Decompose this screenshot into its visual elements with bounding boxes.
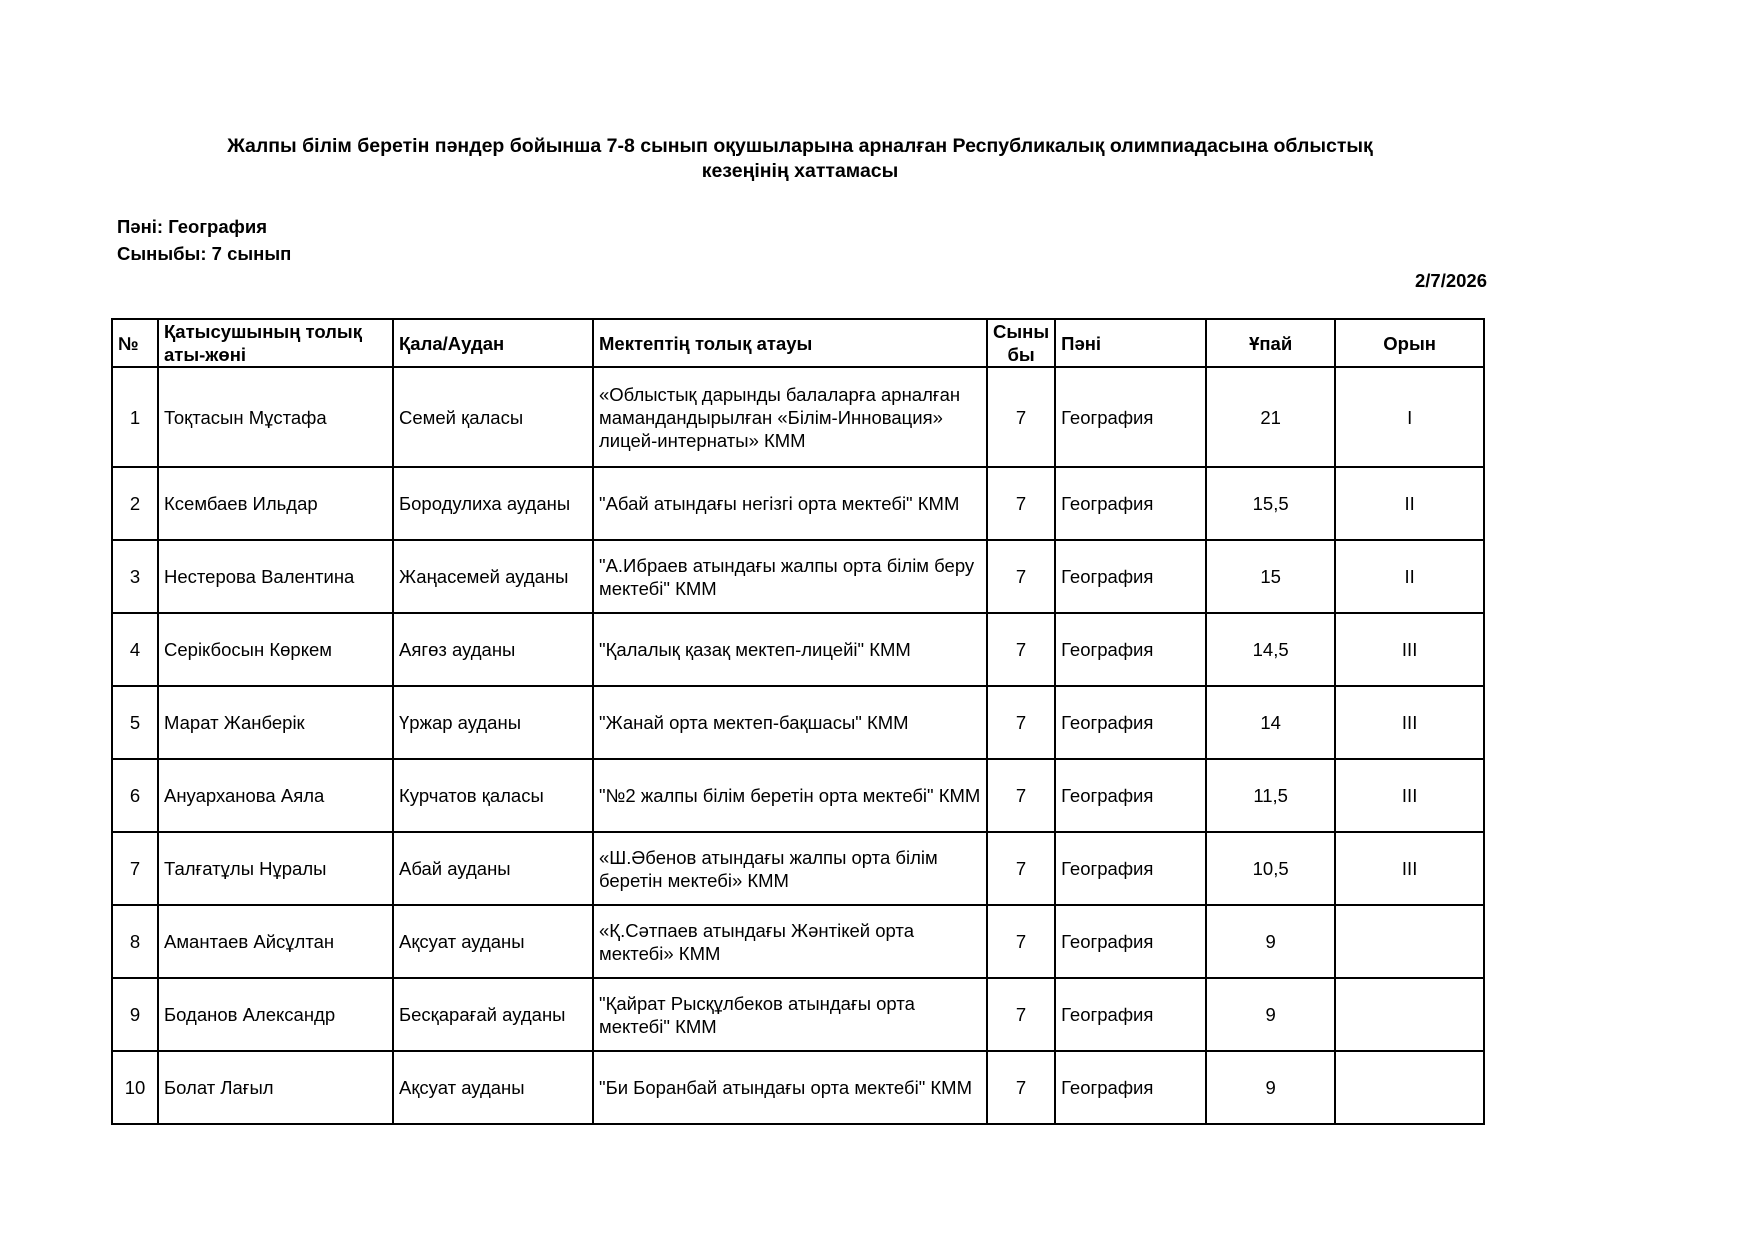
header-no: № bbox=[112, 319, 158, 367]
grade-cell: 7 bbox=[987, 367, 1055, 467]
grade-cell: 7 bbox=[987, 1051, 1055, 1124]
score-cell: 9 bbox=[1206, 905, 1335, 978]
place-cell: III bbox=[1335, 686, 1484, 759]
participant-name-cell: Марат Жанберік bbox=[158, 686, 393, 759]
grade-cell: 7 bbox=[987, 467, 1055, 540]
score-cell: 10,5 bbox=[1206, 832, 1335, 905]
subject-cell: География bbox=[1055, 832, 1206, 905]
city-district-cell: Ақсуат ауданы bbox=[393, 1051, 593, 1124]
header-score: Ұпай bbox=[1206, 319, 1335, 367]
row-number-cell: 4 bbox=[112, 613, 158, 686]
header-place: Орын bbox=[1335, 319, 1484, 367]
header-name: Қатысушының толық аты-жөні bbox=[158, 319, 393, 367]
city-district-cell: Аягөз ауданы bbox=[393, 613, 593, 686]
place-cell bbox=[1335, 1051, 1484, 1124]
row-number-cell: 1 bbox=[112, 367, 158, 467]
participant-name-cell: Амантаев Айсұлтан bbox=[158, 905, 393, 978]
row-number-cell: 9 bbox=[112, 978, 158, 1051]
header-grade: Сыны бы bbox=[987, 319, 1055, 367]
table-row bbox=[112, 467, 1484, 540]
table-row bbox=[112, 978, 1484, 1051]
grade-cell: 7 bbox=[987, 540, 1055, 613]
subject-cell: География bbox=[1055, 1051, 1206, 1124]
subject-cell: География bbox=[1055, 367, 1206, 467]
score-cell: 9 bbox=[1206, 978, 1335, 1051]
subject-cell: География bbox=[1055, 467, 1206, 540]
header-city: Қала/Аудан bbox=[393, 319, 593, 367]
row-number-cell: 7 bbox=[112, 832, 158, 905]
table-row bbox=[112, 759, 1484, 832]
school-name-cell: "Қайрат Рысқұлбеков атындағы орта мектебі" КММ bbox=[593, 978, 987, 1051]
city-district-cell: Абай ауданы bbox=[393, 832, 593, 905]
score-cell: 9 bbox=[1206, 1051, 1335, 1124]
participant-name-cell: Тоқтасын Мұстафа bbox=[158, 367, 393, 467]
school-name-cell: "Жанай орта мектеп-бақшасы" КММ bbox=[593, 686, 987, 759]
grade-cell: 7 bbox=[987, 686, 1055, 759]
row-number-cell: 8 bbox=[112, 905, 158, 978]
header-school: Мектептің толық атауы bbox=[593, 319, 987, 367]
score-cell: 21 bbox=[1206, 367, 1335, 467]
school-name-cell: "А.Ибраев атындағы жалпы орта білім беру мектебі" КММ bbox=[593, 540, 987, 613]
school-name-cell: «Қ.Сәтпаев атындағы Жәнтікей орта мектебі» КММ bbox=[593, 905, 987, 978]
row-number-cell: 6 bbox=[112, 759, 158, 832]
row-number-cell: 10 bbox=[112, 1051, 158, 1124]
header-subject: Пәні bbox=[1055, 319, 1206, 367]
document-title bbox=[100, 134, 1500, 184]
participant-name-cell: Серікбосын Көркем bbox=[158, 613, 393, 686]
subject-cell: География bbox=[1055, 686, 1206, 759]
table-row bbox=[112, 540, 1484, 613]
school-name-cell: «Ш.Әбенов атындағы жалпы орта білім беретін мектебі» КММ bbox=[593, 832, 987, 905]
score-cell: 15,5 bbox=[1206, 467, 1335, 540]
table-row bbox=[112, 832, 1484, 905]
city-district-cell: Бесқарағай ауданы bbox=[393, 978, 593, 1051]
place-cell: II bbox=[1335, 540, 1484, 613]
place-cell: III bbox=[1335, 759, 1484, 832]
table-row bbox=[112, 686, 1484, 759]
row-number-cell: 3 bbox=[112, 540, 158, 613]
participant-name-cell: Болат Лағыл bbox=[158, 1051, 393, 1124]
title-line-1: Жалпы білім беретін пәндер бойынша 7-8 сынып оқушыларына арналған Республикалық олимпиадасына облыстық bbox=[227, 135, 1373, 157]
subject-cell: География bbox=[1055, 613, 1206, 686]
place-cell: II bbox=[1335, 467, 1484, 540]
city-district-cell: Үржар ауданы bbox=[393, 686, 593, 759]
city-district-cell: Бородулиха ауданы bbox=[393, 467, 593, 540]
table-row bbox=[112, 613, 1484, 686]
title-line-2: кезеңінің хаттамасы bbox=[701, 160, 899, 182]
grade-cell: 7 bbox=[987, 613, 1055, 686]
table-header-row bbox=[112, 319, 1484, 367]
participant-name-cell: Боданов Александр bbox=[158, 978, 393, 1051]
score-cell: 14 bbox=[1206, 686, 1335, 759]
results-table bbox=[111, 318, 1485, 1125]
participant-name-cell: Ксембаев Ильдар bbox=[158, 467, 393, 540]
row-number-cell: 2 bbox=[112, 467, 158, 540]
table-row bbox=[112, 1051, 1484, 1124]
school-name-cell: «Облыстық дарынды балаларға арналған мамандандырылған «Білім-Инновация» лицей-интернаты» КММ bbox=[593, 367, 987, 467]
place-cell: I bbox=[1335, 367, 1484, 467]
table-row bbox=[112, 905, 1484, 978]
grade-cell: 7 bbox=[987, 832, 1055, 905]
school-name-cell: "Би Боранбай атындағы орта мектебі" КММ bbox=[593, 1051, 987, 1124]
score-cell: 11,5 bbox=[1206, 759, 1335, 832]
grade-cell: 7 bbox=[987, 905, 1055, 978]
table-row bbox=[112, 367, 1484, 467]
city-district-cell: Ақсуат ауданы bbox=[393, 905, 593, 978]
place-cell bbox=[1335, 978, 1484, 1051]
row-number-cell: 5 bbox=[112, 686, 158, 759]
participant-name-cell: Талғатұлы Нұралы bbox=[158, 832, 393, 905]
score-cell: 14,5 bbox=[1206, 613, 1335, 686]
school-name-cell: "№2 жалпы білім беретін орта мектебі" КММ bbox=[593, 759, 987, 832]
subject-cell: География bbox=[1055, 759, 1206, 832]
document-date: 2/7/2026 bbox=[1414, 270, 1487, 291]
subject-cell: География bbox=[1055, 540, 1206, 613]
participant-name-cell: Нестерова Валентина bbox=[158, 540, 393, 613]
school-name-cell: "Қалалық қазақ мектеп-лицейі" КММ bbox=[593, 613, 987, 686]
place-cell: III bbox=[1335, 832, 1484, 905]
subject-cell: География bbox=[1055, 905, 1206, 978]
city-district-cell: Жаңасемей ауданы bbox=[393, 540, 593, 613]
grade-cell: 7 bbox=[987, 978, 1055, 1051]
grade-cell: 7 bbox=[987, 759, 1055, 832]
score-cell: 15 bbox=[1206, 540, 1335, 613]
participant-name-cell: Ануарханова Аяла bbox=[158, 759, 393, 832]
subject-cell: География bbox=[1055, 978, 1206, 1051]
city-district-cell: Курчатов қаласы bbox=[393, 759, 593, 832]
subject-line: Пәні: География bbox=[117, 216, 267, 237]
grade-line: Сыныбы: 7 сынып bbox=[117, 243, 292, 264]
place-cell: III bbox=[1335, 613, 1484, 686]
city-district-cell: Семей қаласы bbox=[393, 367, 593, 467]
place-cell bbox=[1335, 905, 1484, 978]
school-name-cell: "Абай атындағы негізгі орта мектебі" КММ bbox=[593, 467, 987, 540]
